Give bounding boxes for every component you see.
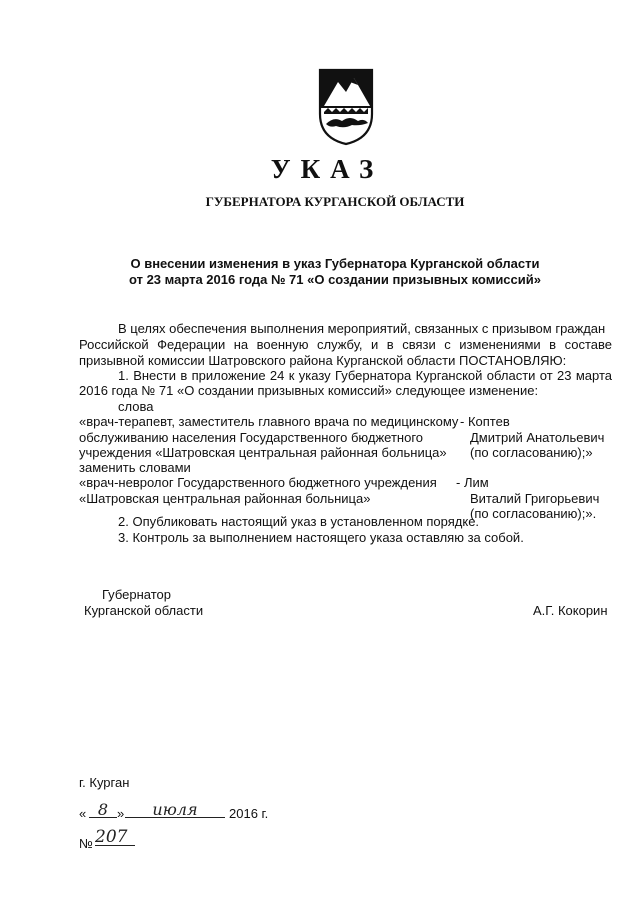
replace-label: заменить словами — [79, 460, 191, 475]
heading-line-1: О внесении изменения в указ Губернатора Курганской области — [130, 256, 540, 271]
coat-of-arms-emblem — [316, 68, 376, 146]
old-name-dash: - Коптев — [460, 414, 510, 429]
signature-position-line-2: Курганской области — [84, 603, 204, 618]
new-name-dash: - Лим — [456, 475, 489, 490]
new-desc-line-1: «врач-невролог Государственного бюджетного учреждения — [79, 475, 437, 490]
new-name-line-2: Виталий Григорьевич — [470, 491, 600, 506]
new-name-line-3: (по согласованию);». — [470, 506, 597, 521]
number-label: № — [79, 836, 93, 851]
heading-line-2: от 23 марта 2016 года № 71 «О создании призывных комиссий» — [128, 272, 541, 287]
intro-line-1: В целях обеспечения выполнения мероприятий, связанных с призывом граждан — [118, 321, 606, 336]
document-title: УКАЗ — [270, 154, 384, 184]
item-2: 2. Опубликовать настоящий указ в установленном порядке. — [118, 514, 480, 529]
number-value: 207 — [95, 830, 135, 846]
signature-position-line-1: Губернатор — [102, 587, 171, 602]
old-desc-line-3: учреждения «Шатровская центральная районная больница» — [79, 445, 447, 460]
words-label: слова — [118, 399, 154, 414]
old-desc-line-1: «врач-терапевт, заместитель главного врача по медицинскому — [79, 414, 459, 429]
signature-name: А.Г. Кокорин — [533, 603, 608, 618]
city-label: г. Курган — [79, 775, 130, 790]
intro-line-3: призывной комиссии Шатровского района Курганской области ПОСТАНОВЛЯЮ: — [79, 353, 567, 368]
item-1-line-2: 2016 года № 71 «О создании призывных комиссий» следующее изменение: — [79, 383, 539, 398]
intro-line-2: Российской Федерации на военную службу, и в связи с изменениями в составе — [79, 337, 612, 352]
old-name-line-2: Дмитрий Анатольевич — [470, 430, 605, 445]
date-year: 2016 г. — [229, 806, 269, 821]
item-1-line-1: 1. Внести в приложение 24 к указу Губернатора Курганской области от 23 марта — [118, 368, 612, 383]
document-subtitle: ГУБЕРНАТОРА КУРГАНСКОЙ ОБЛАСТИ — [205, 194, 465, 209]
date-close-quote: » — [117, 806, 125, 821]
old-name-line-3: (по согласованию);» — [470, 445, 593, 460]
new-desc-line-2: «Шатровская центральная районная больница» — [79, 491, 371, 506]
old-desc-line-2: обслуживанию населения Государственного бюджетного — [79, 430, 424, 445]
item-3: 3. Контроль за выполнением настоящего указа оставляю за собой. — [118, 530, 524, 545]
date-day: 8 — [89, 802, 117, 818]
document-heading — [0, 256, 640, 288]
date-open-quote: « — [79, 806, 87, 821]
date-month: июля — [125, 802, 225, 818]
